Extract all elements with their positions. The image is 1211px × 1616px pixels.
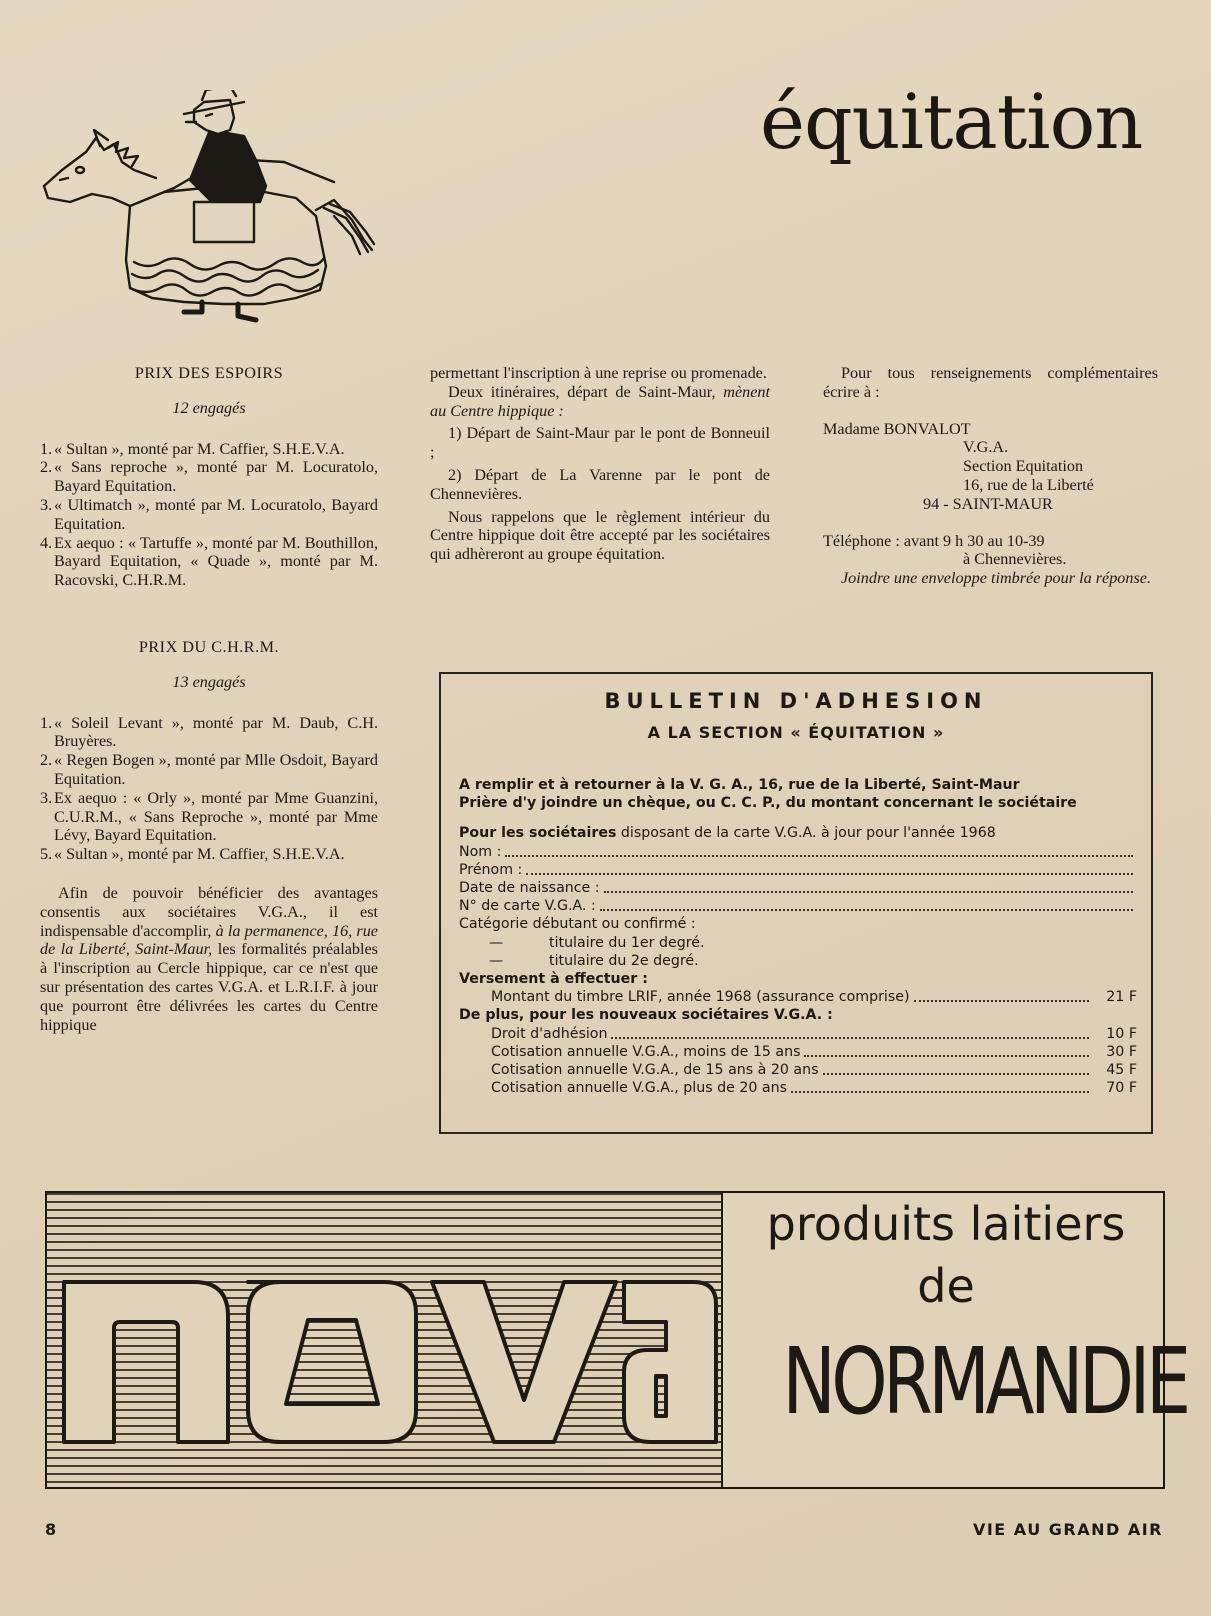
field-nom[interactable]: Nom :	[459, 843, 1137, 861]
form-instruction: Prière d'y joindre un chèque, ou C. C. P., du montant concernant le sociétaire	[459, 795, 1077, 812]
category-option-2[interactable]: — titulaire du 2e degré.	[489, 952, 699, 969]
contact-intro: Pour tous renseignements complémentaires écrire à :	[823, 364, 1158, 401]
contact-note: Joindre une enveloppe timbrée pour la réponse.	[841, 569, 1152, 588]
membership-paragraph: Afin de pouvoir bénéficier des avantages consentis aux sociétaires V.G.A., il est indispensable d'accomplir, à la permanence, 16, rue de la Liberté, Saint-Maur, les formalités préalables à l'inscription au Cercle hippique, car ce n'est que sur présentation des cartes V.G.A. et L.R.I.F. à jour que pourront être délivrées les cartes du Centre hippique	[40, 883, 378, 1034]
fee-row: Cotisation annuelle V.G.A., de 15 ans à 20 ans 45 F	[491, 1062, 1137, 1079]
page-title: équitation	[760, 77, 1143, 166]
address-line: Madame BONVALOT	[823, 419, 971, 438]
contact-address	[823, 420, 1158, 514]
result-item: 5. « Sultan », monté par M. Caffier, S.H.E.V.A.	[40, 845, 345, 864]
field-numero-carte[interactable]: N° de carte V.G.A. :	[459, 897, 1137, 915]
fee-row: Cotisation annuelle V.G.A., plus de 20 ans 70 F	[491, 1080, 1137, 1097]
result-item: 2. « Sans reproche », monté par M. Locuratolo, Bayard Equitation.	[40, 458, 378, 496]
address-line: Section Equitation	[963, 457, 1084, 476]
fee-row: Cotisation annuelle V.G.A., moins de 15 ans 30 F	[491, 1043, 1137, 1060]
address-line: 16, rue de la Liberté	[963, 475, 1094, 494]
paragraph: Deux itinéraires, départ de Saint-Maur, mènent au Centre hippique :	[430, 382, 770, 420]
result-item: 2. « Regen Bogen », monté par Mlle Osdoit, Bayard Equitation.	[40, 751, 378, 788]
paragraph: permettant l'inscription à une reprise ou promenade.	[430, 364, 767, 382]
prix-espoirs-entrants: 12 engagés	[172, 398, 246, 417]
payment-heading: Versement à effectuer :	[459, 971, 648, 988]
fee-row: Droit d'adhésion 10 F	[491, 1025, 1137, 1042]
field-date-naissance[interactable]: Date de naissance :	[459, 879, 1137, 897]
field-prenom[interactable]: Prénom :	[459, 861, 1137, 879]
form-subtitle: A LA SECTION « ÉQUITATION »	[647, 723, 945, 742]
prix-espoirs-results	[40, 440, 378, 590]
form-title: BULLETIN D'ADHESION	[604, 689, 988, 713]
contact-phone-location: à Chennevières.	[963, 550, 1067, 569]
form-instruction: A remplir et à retourner à la V. G. A., 16, rue de la Liberté, Saint-Maur	[459, 777, 1020, 793]
category-label: Catégorie débutant ou confirmé :	[459, 916, 696, 933]
ad-line-de: de	[917, 1259, 975, 1313]
ad-line-produits: produits laitiers	[766, 1197, 1126, 1251]
result-item: 4. Ex aequo : « Tartuffe », monté par M. Bouthillon, Bayard Equitation, « Quade », monté par M. Racovski, C.H.R.M.	[40, 533, 378, 590]
result-item: 1. « Soleil Levant », monté par M. Daub, C.H. Bruyères.	[40, 713, 378, 751]
address-line: V.G.A.	[963, 438, 1009, 457]
result-item: 3. Ex aequo : « Orly », monté par Mme Guanzini, C.U.R.M., « Sans Reproche », monté par Mme Lévy, Bayard Equitation.	[40, 788, 378, 845]
column-results	[40, 364, 378, 1034]
result-item: 3. « Ultimatch », monté par M. Locuratolo, Bayard Equitation.	[40, 495, 378, 533]
ad-line-normandie: NORMANDIE	[782, 1328, 1187, 1435]
rules-paragraph: Nous rappelons que le règlement intérieur du Centre hippique doit être accepté par les sociétaires qui adhèreront au groupe équitation.	[430, 507, 770, 564]
column-contact	[823, 364, 1158, 588]
prix-chrm-entrants: 13 engagés	[172, 672, 246, 691]
form-body	[459, 776, 1137, 1097]
prix-espoirs-heading: PRIX DES ESPOIRS	[134, 364, 284, 382]
magazine-name: VIE AU GRAND AIR	[972, 1520, 1163, 1539]
new-members-heading: De plus, pour les nouveaux sociétaires V.G.A. :	[459, 1007, 833, 1024]
itinerary-2: 2) Départ de La Varenne par le pont de Chennevières.	[430, 465, 770, 503]
address-line: 94 - SAINT-MAUR	[923, 494, 1053, 513]
column-itineraries	[430, 364, 770, 564]
category-option-1[interactable]: — titulaire du 1er degré.	[489, 934, 705, 951]
prix-chrm-heading: PRIX DU C.H.R.M.	[138, 637, 280, 656]
result-item: 1. « Sultan », monté par M. Caffier, S.H.E.V.A.	[40, 439, 345, 458]
page-number: 8	[45, 1520, 57, 1539]
membership-form	[439, 672, 1153, 1134]
members-line: Pour les sociétaires disposant de la carte V.G.A. à jour pour l'année 1968	[459, 825, 996, 842]
fee-row: Montant du timbre LRIF, année 1968 (assurance comprise) 21 F	[491, 989, 1137, 1006]
contact-phone: Téléphone : avant 9 h 30 au 10-39	[823, 531, 1045, 550]
rider-on-horse-illustration	[34, 90, 394, 340]
prix-chrm-results	[40, 714, 378, 864]
itinerary-1: 1) Départ de Saint-Maur par le pont de Bonneuil ;	[430, 424, 770, 462]
